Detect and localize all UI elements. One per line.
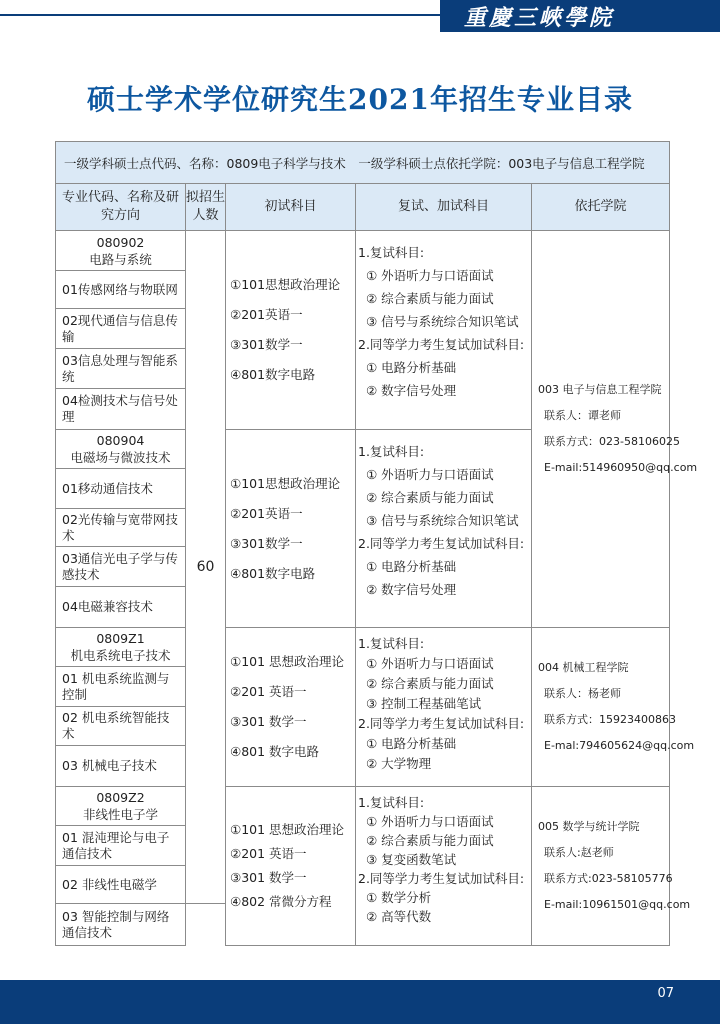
retest-cell: [356, 787, 532, 946]
retest-item: ② 数字信号处理: [366, 582, 457, 597]
college-cell: [532, 628, 695, 787]
retest-item: ② 综合素质与能力面试: [366, 291, 494, 306]
exam-subject: ①101 思想政治理论: [230, 654, 345, 669]
university-logo: 重慶三峽學院: [440, 0, 720, 32]
retest-item: ① 电路分析基础: [366, 736, 457, 751]
retest-item: ② 高等代数: [366, 909, 432, 924]
exam-subject: ④801数字电路: [230, 367, 316, 382]
research-direction: 02现代通信与信息传输: [56, 309, 186, 349]
exam-subject: ③301 数学一: [230, 714, 307, 729]
retest-item: ① 外语听力与口语面试: [366, 656, 494, 671]
research-direction: 01移动通信技术: [56, 469, 186, 509]
college-contact: 联系人:赵老师: [544, 846, 614, 859]
research-direction: 03 机械电子技术: [56, 746, 186, 787]
top-band: [0, 0, 720, 34]
table-row: [56, 787, 670, 826]
table-row: [56, 231, 670, 271]
retest-cell: [356, 430, 532, 628]
college-phone: 联系方式：15923400863: [544, 713, 676, 726]
retest-item: 2.同等学力考生复试加试科目:: [358, 337, 525, 352]
catalog-table: [55, 141, 698, 946]
college-phone: 联系方式：023-58106025: [544, 435, 680, 448]
retest-item: 2.同等学力考生复试加试科目:: [358, 536, 525, 551]
college-cell: [532, 231, 698, 628]
research-direction: 01 机电系统监测与控制: [56, 667, 186, 707]
first-exam-cell: [226, 787, 356, 946]
research-direction: 04电磁兼容技术: [56, 587, 186, 628]
quota-value: 60: [186, 231, 226, 904]
college-contact: 联系人：杨老师: [544, 687, 621, 700]
retest-item: 1.复试科目:: [358, 245, 425, 260]
retest-item: ③ 复变函数笔试: [366, 852, 457, 867]
exam-subject: ④801数字电路: [230, 565, 316, 581]
research-direction: 02 非线性电磁学: [56, 866, 186, 904]
retest-item: ② 大学物理: [366, 756, 432, 771]
top-rule: [0, 14, 440, 16]
exam-subject: ②201 英语一: [230, 684, 307, 699]
retest-item: 1.复试科目:: [358, 636, 425, 651]
retest-item: ③ 控制工程基础笔试: [366, 696, 482, 711]
major-code-name: [56, 231, 186, 271]
retest-item: ② 综合素质与能力面试: [366, 676, 494, 691]
retest-item: 1.复试科目:: [358, 444, 425, 459]
major-name: 非线性电子学: [82, 807, 158, 822]
retest-item: ③ 信号与系统综合知识笔试: [366, 314, 519, 329]
retest-item: ① 外语听力与口语面试: [366, 467, 494, 482]
retest-item: ① 外语听力与口语面试: [366, 814, 494, 829]
exam-subject: ③301 数学一: [230, 870, 307, 885]
retest-item: 1.复试科目:: [358, 795, 425, 810]
first-exam-cell: [226, 430, 356, 628]
research-direction: 02 机电系统智能技术: [56, 707, 186, 746]
research-direction: 03 智能控制与网络通信技术: [56, 904, 186, 946]
discipline-info: 一级学科硕士点代码、名称：0809电子科学与技术 一级学科硕士点依托学院：003电子与信息工程学院: [56, 142, 670, 184]
major-code: 0809Z1: [96, 631, 145, 646]
retest-cell: [356, 231, 532, 430]
major-code: 080904: [96, 433, 145, 448]
exam-subject: ②201英语一: [230, 307, 303, 322]
first-exam-cell: [226, 628, 356, 787]
major-name: 机电系统电子技术: [70, 648, 171, 663]
college-name: 003 电子与信息工程学院: [538, 383, 662, 396]
research-direction: 01传感网络与物联网: [56, 271, 186, 309]
col-header-major: 专业代码、名称及研究方向: [56, 184, 186, 231]
exam-subject: ③301数学一: [230, 337, 303, 352]
page-title: 硕士学术学位研究生2021年招生专业目录: [87, 83, 633, 116]
major-code-name: [56, 628, 186, 667]
major-code-name: [56, 787, 186, 826]
retest-item: ① 数学分析: [366, 890, 432, 905]
major-code-name: [56, 430, 186, 469]
retest-item: ① 外语听力与口语面试: [366, 268, 494, 283]
exam-subject: ①101 思想政治理论: [230, 822, 345, 837]
exam-subject: ②201 英语一: [230, 846, 307, 861]
exam-subject: ①101思想政治理论: [230, 277, 341, 292]
retest-item: ② 数字信号处理: [366, 383, 457, 398]
col-header-college: 依托学院: [532, 184, 670, 231]
table-row: [56, 628, 670, 667]
exam-subject: ④801 数字电路: [230, 744, 320, 759]
research-direction: 01 混沌理论与电子通信技术: [56, 826, 186, 866]
first-exam-cell: [226, 231, 356, 430]
table-info-row: [56, 142, 670, 184]
research-direction: 03信息处理与智能系统: [56, 349, 186, 389]
college-contact: 联系人：谭老师: [544, 409, 621, 422]
research-direction: 02光传输与宽带网技术: [56, 509, 186, 547]
college-email: E-mal:794605624@qq.com: [544, 739, 695, 752]
retest-cell: [356, 628, 532, 787]
retest-item: 2.同等学力考生复试加试科目:: [358, 716, 525, 731]
col-header-quota: 拟招生人数: [186, 184, 226, 231]
bottom-band: [0, 980, 720, 1024]
exam-subject: ②201英语一: [230, 505, 303, 521]
col-header-retest: 复试、加试科目: [356, 184, 532, 231]
retest-item: ② 综合素质与能力面试: [366, 833, 494, 848]
college-phone: 联系方式:023-58105776: [544, 872, 673, 885]
research-direction: 03通信光电子学与传感技术: [56, 547, 186, 587]
major-name: 电路与系统: [89, 251, 152, 267]
college-email: E-mail:514960950@qq.com: [544, 461, 698, 474]
college-email: E-mail:10961501@qq.com: [544, 898, 691, 911]
college-cell: [532, 787, 691, 946]
major-name: 电磁场与微波技术: [70, 450, 171, 465]
major-code: 0809Z2: [96, 790, 145, 805]
college-name: 004 机械工程学院: [538, 661, 629, 674]
retest-item: 2.同等学力考生复试加试科目:: [358, 871, 525, 886]
retest-item: ③ 信号与系统综合知识笔试: [366, 513, 519, 528]
exam-subject: ④802 常微分方程: [230, 894, 332, 909]
major-code: 080902: [96, 234, 145, 250]
exam-subject: ③301数学一: [230, 535, 303, 551]
table-header-row: [56, 184, 670, 231]
page-number: 07: [657, 986, 674, 1001]
col-header-first-exam: 初试科目: [226, 184, 356, 231]
retest-item: ① 电路分析基础: [366, 559, 457, 574]
retest-item: ② 综合素质与能力面试: [366, 490, 494, 505]
college-name: 005 数学与统计学院: [538, 820, 640, 833]
retest-item: ① 电路分析基础: [366, 360, 457, 375]
research-direction: 04检测技术与信号处理: [56, 389, 186, 430]
exam-subject: ①101思想政治理论: [230, 475, 341, 491]
